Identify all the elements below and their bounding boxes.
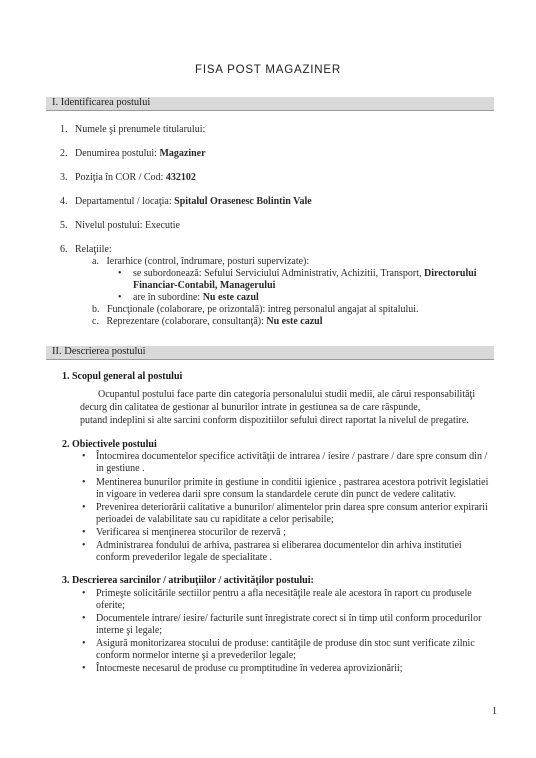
item-6-num: 6.: [60, 244, 68, 255]
relatii-c-label: c.: [92, 316, 99, 327]
bullet-dot: •: [82, 638, 86, 649]
relatii-sub1-line2: [133, 280, 275, 291]
subsection-2-heading: 2. Obiectivele postului: [62, 439, 157, 450]
subsection-1-heading: 1. Scopul general al postului: [62, 371, 183, 382]
item-2-num: 2.: [60, 148, 68, 159]
task-1-line-2: oferite;: [96, 600, 125, 611]
bullet-dot: •: [82, 613, 86, 624]
item-5-num: 5.: [60, 220, 68, 231]
subsection-3-heading: 3. Descrierea sarcinilor / atribuţiilor / activităţilor postului:: [62, 575, 314, 586]
item-6-label: Relaţiile:: [75, 244, 112, 255]
relatii-sub2-bold: Nu este cazul: [202, 292, 259, 303]
item-5-label: Nivelul postului: Executie: [75, 220, 180, 231]
document-title: FISA POST MAGAZINER: [195, 64, 341, 76]
item-1-num: 1.: [60, 124, 68, 135]
item-2: [60, 148, 206, 159]
page-number: 1: [492, 706, 497, 717]
item-3-label: Poziţia în COR / Cod:: [75, 172, 166, 183]
relatii-sub1-line2-text: Financiar-Contabil, Managerului: [133, 280, 276, 291]
task-3-line-1: Asigură monitorizarea stocului de produse: cantităţile de produse din stoc sunt verificate zilnic: [96, 638, 475, 649]
relatii-sub1: [133, 268, 477, 279]
bullet-dot: •: [82, 477, 86, 488]
relatii-c-bold: Nu este cazul: [266, 316, 323, 327]
item-3-num: 3.: [60, 172, 68, 183]
relatii-sub1-text: se subordonează: Sefului Serviciului Administrativ, Achizitii, Transport,: [133, 268, 424, 279]
item-3-value: 432102: [165, 172, 196, 183]
relatii-c-text: Reprezentare (colaborare, consultanţă):: [106, 316, 267, 327]
task-1-line-1: Primeşte solicitările sectiilor pentru a afla necesităţile reale ale acestora în raport cu produsele: [96, 588, 472, 599]
task-2-line-1: Documentele intrare/ iesire/ facturile sunt înregistrate corect si în timp util conform procedurilor: [96, 613, 482, 624]
item-4-label: Departamentul / locaţia:: [75, 196, 175, 207]
relatii-sub1-bold: Directorului: [424, 268, 477, 279]
item-1: [60, 124, 205, 135]
objective-5-line-1: Administrarea fondului de arhiva, pastrarea si eliberarea documentelor din arhiva institutiei: [96, 540, 462, 551]
relatii-b-label: b.: [92, 304, 100, 315]
item-6: [60, 244, 112, 255]
relatii-a: [92, 256, 309, 267]
objective-1-line-1: Întocmirea documentelor specifice activităţii de intrarea / iesire / pastrare / dare spre consum din /: [96, 451, 488, 462]
item-2-label: Denumirea postului:: [75, 148, 160, 159]
relatii-sub2: [133, 292, 259, 303]
bullet-dot: •: [82, 502, 86, 513]
item-4: [60, 196, 312, 207]
objective-2-line-1: Mentinerea bunurilor primite in gestiune in conditii igienice , pastrarea acestora potrivit legislatiei: [96, 477, 489, 488]
bullet-dot: •: [82, 540, 86, 551]
section-2-heading: II. Descrierea postului: [52, 346, 146, 357]
section-1-heading: I. Identificarea postului: [52, 97, 151, 108]
objective-5-line-2: conform prevederilor legale de specialitate .: [96, 552, 273, 563]
bullet-dot: •: [82, 451, 86, 462]
objective-3-line-2: perioadei de valabilitate sau cu rapiditate a celor perisabile;: [96, 514, 334, 525]
bullet-dot: •: [118, 292, 122, 303]
task-3-line-2: conform normelor interne şi a prevederilor legale;: [96, 650, 296, 661]
item-1-label: Numele şi prenumele titularului:: [75, 124, 206, 135]
relatii-b-text: Funcţionale (colaborare, pe orizontală): intreg personalul angajat al spitalului.: [107, 304, 419, 315]
relatii-b: [92, 304, 419, 315]
task-4-line-1: Întocmeste necesarul de produse cu promptitudine în vederea aprovizionării;: [96, 663, 403, 674]
purpose-line-3: putand indeplini si alte sarcini conform dispozitiilor sefului direct raportat la nivelul de pregatire.: [80, 415, 469, 426]
item-2-value: Magaziner: [159, 148, 206, 159]
relatii-c: [92, 316, 322, 327]
purpose-line-2: decurg din calitatea de gestionar al bunurilor intrate in gestiunea sa de care răspunde,: [80, 402, 421, 413]
bullet-dot: •: [82, 663, 86, 674]
task-2-line-2: interne şi legale;: [96, 625, 163, 636]
objective-4-line-1: Verificarea si menţinerea stocurilor de rezervă ;: [96, 527, 286, 538]
objective-3-line-1: Prevenirea deteriorării calitative a bunurilor/ alimentelor prin darea spre consum anterior expirarii: [96, 502, 488, 513]
relatii-a-label: a.: [92, 256, 99, 267]
item-4-value: Spitalul Orasenesc Bolintin Vale: [174, 196, 312, 207]
item-3: [60, 172, 196, 183]
bullet-dot: •: [82, 588, 86, 599]
bullet-dot: •: [118, 268, 122, 279]
objective-2-line-2: in vigoare in vederea darii spre consum la standardele cerute din punct de vedere calitativ.: [96, 489, 457, 500]
bullet-dot: •: [82, 527, 86, 538]
relatii-sub2-text: are în subordine:: [133, 292, 203, 303]
objective-1-line-2: in gestiune .: [96, 463, 145, 474]
item-4-num: 4.: [60, 196, 68, 207]
purpose-line-1: Ocupantul postului face parte din categoria personalului studii medii, ale cărui responsabilităţi: [98, 389, 476, 400]
item-5: [60, 220, 180, 231]
relatii-a-text: Ierarhice (control, îndrumare, posturi supervizate):: [106, 256, 310, 267]
